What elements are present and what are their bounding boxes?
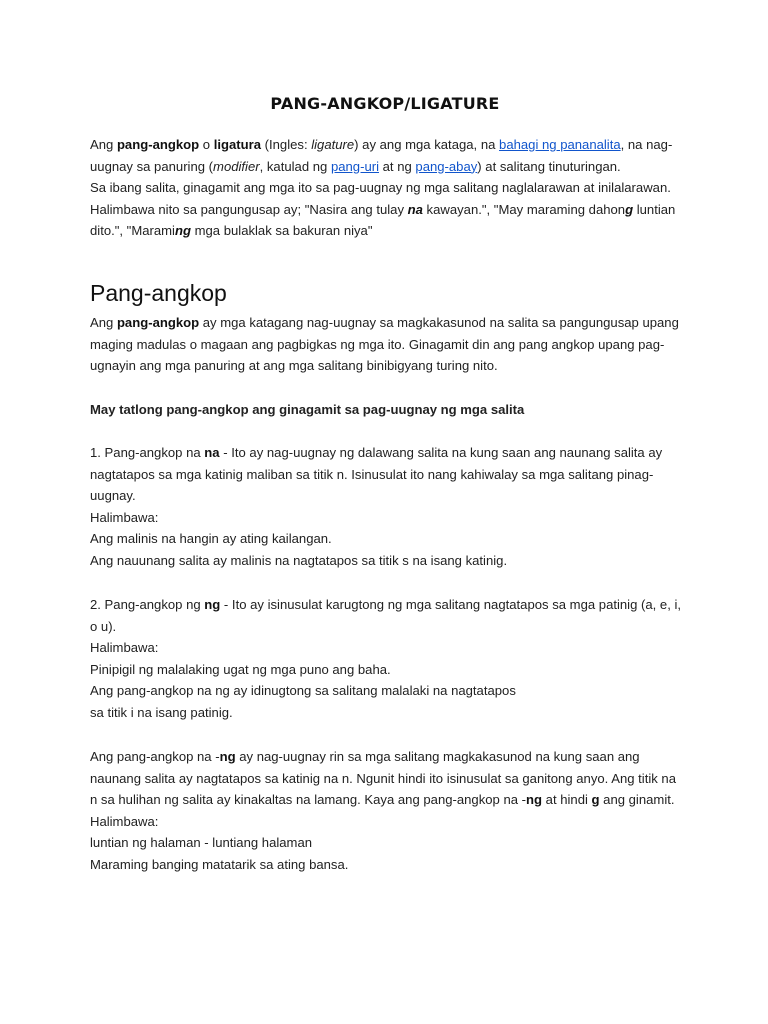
- subheading: May tatlong pang-angkop ang ginagamit sa pag-uugnay ng mga salita: [90, 402, 525, 417]
- example-line: Pinipigil ng malalaking ugat ng mga puno ang baha.: [90, 661, 391, 677]
- example-na: na: [407, 201, 423, 217]
- item-1: [90, 442, 682, 572]
- text: o: [199, 137, 214, 152]
- text: ay mga katagang nag-uugnay sa magkakasunod na salita sa pangungusap upang maging madulas o magaan ang pagbigkas ng mga ito. Ginagamit din ang pang angkop upang pag-ugnayin ang mga panuring at ang mga salitang binibigyang turing nito.: [90, 315, 679, 374]
- text: 1. Pang-angkop na: [90, 445, 205, 460]
- example-line: luntian ng halaman - luntiang halaman: [90, 835, 313, 851]
- text: , na nag-uugnay sa panuring (: [90, 137, 673, 174]
- link-pang-abay[interactable]: pang-abay: [415, 158, 478, 174]
- halimbawa-label: Halimbawa:: [90, 640, 159, 656]
- link-bahagi-ng-pananalita[interactable]: bahagi ng pananalita: [499, 137, 621, 152]
- intro-paragraph: [90, 134, 682, 242]
- halimbawa-label: Halimbawa:: [90, 509, 159, 525]
- intro-line-3: [90, 199, 682, 242]
- halimbawa-label: Halimbawa:: [90, 813, 159, 829]
- text: - Ito ay isinusulat karugtong ng mga salitang nagtatapos sa mga patinig (a, e, i, o u).: [90, 597, 682, 634]
- text: ) at salitang tinuturingan.: [477, 158, 621, 174]
- text: ang ginamit.: [599, 792, 675, 808]
- example-line: Ang malinis na hangin ay ating kailangan.: [90, 531, 332, 547]
- example-g: g: [625, 201, 634, 217]
- term-ng: ng: [204, 597, 221, 612]
- term-pang-angkop: pang-angkop: [116, 315, 200, 330]
- section-heading: Pang-angkop: [90, 280, 227, 306]
- term-ng: ng: [526, 792, 543, 808]
- term-ligature: ligature: [311, 137, 355, 152]
- term-g: g: [591, 792, 600, 808]
- text: kawayan.", "May maraming dahon: [422, 201, 626, 217]
- text: 2. Pang-angkop ng: [90, 597, 205, 612]
- item-3: [90, 746, 682, 876]
- text: at ng: [379, 158, 416, 174]
- text: mga bulaklak sa bakuran niya": [190, 223, 373, 239]
- term-modifier: modifier: [213, 158, 260, 174]
- term-pang-angkop: pang-angkop: [116, 137, 200, 152]
- text: (Ingles:: [261, 137, 312, 152]
- text: ) ay ang mga kataga, na: [354, 137, 500, 152]
- text: Ang: [90, 137, 117, 152]
- link-pang-uri[interactable]: pang-uri: [330, 158, 379, 174]
- example-line: sa titik i na isang patinig.: [90, 704, 233, 720]
- text: Halimbawa nito sa pangungusap ay; "Nasira ang tulay: [90, 201, 408, 217]
- document-title: PANG-ANGKOP/LIGATURE: [270, 94, 500, 113]
- text: Ang: [90, 315, 117, 330]
- term-ligatura: ligatura: [213, 137, 261, 152]
- example-ng: ng: [174, 223, 191, 239]
- term-ng: ng: [219, 749, 236, 764]
- definition-paragraph: [90, 312, 682, 377]
- term-na: na: [204, 445, 220, 460]
- text: Ang pang-angkop na -: [90, 749, 220, 764]
- text: - Ito ay nag-uugnay ng dalawang salita na kung saan ang naunang salita ay nagtatapos sa mga katinig maliban sa titik n. Isinusulat ito nang kahiwalay sa mga salitang pinag-uugnay.: [90, 445, 663, 504]
- example-line: Maraming banging matatarik sa ating bansa.: [90, 856, 349, 872]
- example-line: Ang nauunang salita ay malinis na nagtatapos sa titik s na isang katinig.: [90, 552, 508, 568]
- text: , katulad ng: [259, 158, 331, 174]
- item-2: [90, 594, 682, 724]
- text: luntian dito.", "Marami: [90, 201, 676, 239]
- intro-line-2: Sa ibang salita, ginagamit ang mga ito sa pag-uugnay ng mga salitang naglalarawan at inilalarawan.: [90, 180, 671, 196]
- text: at hindi: [542, 792, 592, 808]
- example-line: Ang pang-angkop na ng ay idinugtong sa salitang malalaki na nagtatapos: [90, 683, 516, 699]
- text: ay nag-uugnay rin sa mga salitang magkakasunod na kung saan ang naunang salita ay nagtatapos sa katinig na n. Ngunit hindi ito isinusulat sa ganitong anyo. Ang titik na n sa hulihan ng salita ay kinakaltas na lamang. Kaya ang pang-angkop na -: [90, 749, 676, 808]
